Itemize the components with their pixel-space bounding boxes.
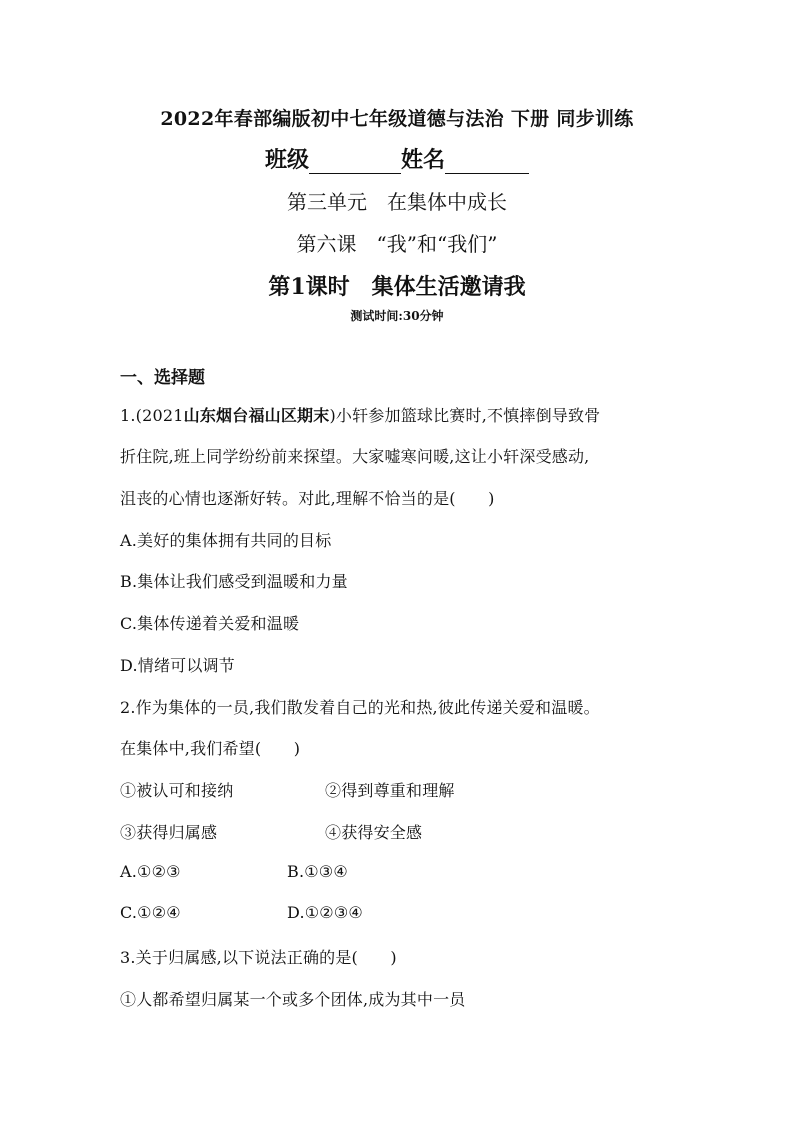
question-1-line-3: 沮丧的心情也逐渐好转。对此,理解不恰当的是( ): [120, 489, 495, 508]
section-heading: 一、选择题: [120, 368, 205, 388]
name-blank[interactable]: [445, 149, 529, 174]
question-2-items-row-1: [120, 778, 455, 801]
question-2-options-row-1: [120, 862, 348, 881]
question-2-option-d: D.①②③④: [287, 903, 363, 922]
unit-title: 第三单元 在集体中成长: [287, 190, 507, 214]
question-1-line-1: [120, 403, 600, 426]
question-2-item-2: ②得到尊重和理解: [325, 781, 455, 800]
question-1-option-d: D.情绪可以调节: [120, 656, 235, 675]
period-title: 第1课时 集体生活邀请我: [268, 274, 526, 300]
question-2-item-3: ③获得归属感: [120, 823, 218, 842]
question-1-option-c: C.集体传递着关爱和温暖: [120, 614, 300, 633]
question-2-options-row-2: [120, 903, 363, 922]
question-3-line-1: 3.关于归属感,以下说法正确的是( ): [120, 948, 397, 967]
question-2-item-4: ④获得安全感: [325, 823, 423, 842]
question-2-item-1: ①被认可和接纳: [120, 781, 234, 800]
question-3-item-1: ①人都希望归属某一个或多个团体,成为其中一员: [120, 990, 466, 1009]
question-1-source: 山东烟台福山区期末: [183, 406, 330, 425]
class-label: 班级: [264, 147, 309, 173]
question-1-option-b: B.集体让我们感受到温暖和力量: [120, 572, 348, 591]
test-time: 测试时间:30分钟: [350, 309, 444, 323]
question-2-option-a: A.①②③: [120, 862, 181, 881]
question-2-option-b: B.①③④: [287, 862, 348, 881]
question-2-line-1: 2.作为集体的一员,我们散发着自己的光和热,彼此传递关爱和温暖。: [120, 698, 600, 717]
question-1-suffix: )小轩参加篮球比赛时,不慎摔倒导致骨: [329, 406, 601, 425]
question-2-line-2: 在集体中,我们希望( ): [120, 739, 301, 758]
question-2-option-c: C.①②④: [120, 903, 181, 922]
student-info-line: [0, 143, 794, 174]
worksheet-title: 2022年春部编版初中七年级道德与法治 下册 同步训练: [160, 108, 634, 130]
lesson-title: 第六课 “我”和“我们”: [296, 232, 498, 256]
question-2-items-row-2: [120, 820, 423, 843]
question-1-prefix: 1.(2021: [120, 406, 184, 425]
class-blank[interactable]: [309, 149, 401, 174]
question-1-option-a: A.美好的集体拥有共同的目标: [120, 531, 332, 550]
name-label: 姓名: [401, 147, 446, 173]
question-1-line-2: 折住院,班上同学纷纷前来探望。大家嘘寒问暖,这让小轩深受感动,: [120, 447, 590, 466]
